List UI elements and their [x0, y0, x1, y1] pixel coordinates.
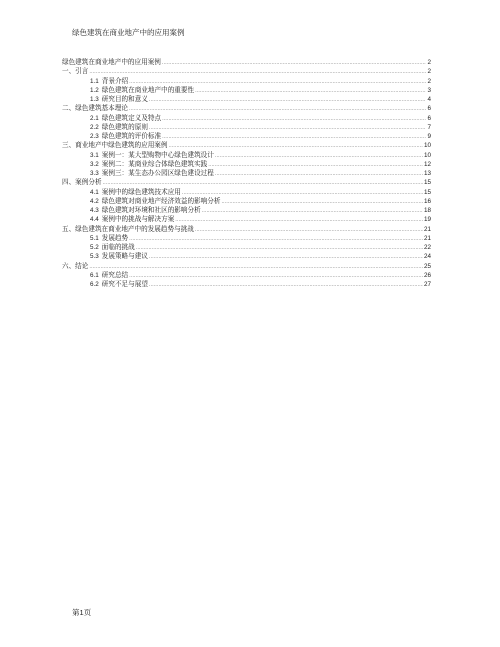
- toc-entry-number: 3.1: [90, 151, 99, 159]
- toc-entry-label: [90, 280, 148, 289]
- toc-entry-title: 三、商业地产中绿色建筑的应用案例: [62, 141, 168, 150]
- toc-entry-title: 绿色建筑对环境和社区的影响分析: [101, 206, 201, 214]
- toc-dot-leader: [208, 161, 423, 170]
- toc-entry-number: 2.3: [90, 133, 99, 140]
- table-of-contents: [62, 58, 431, 289]
- toc-dot-leader: [129, 235, 423, 244]
- toc-entry[interactable]: [62, 95, 431, 104]
- toc-entry-number: 4.2: [90, 197, 99, 205]
- toc-dot-leader: [136, 244, 423, 253]
- toc-entry[interactable]: [62, 114, 431, 123]
- toc-entry-title: 研究目的和意义: [101, 95, 148, 103]
- toc-entry-number: 4.1: [90, 188, 99, 196]
- toc-entry-page: 10: [423, 151, 431, 159]
- toc-entry[interactable]: [62, 262, 431, 271]
- toc-entry-number: 1.2: [90, 86, 99, 94]
- toc-entry-label: [90, 215, 174, 224]
- toc-entry-title: 绿色建筑在商业地产中的重要性: [101, 85, 195, 94]
- toc-dot-leader: [215, 170, 423, 179]
- toc-entry-label: [90, 169, 214, 178]
- toc-dot-leader: [129, 272, 423, 281]
- toc-entry-page: 12: [423, 160, 431, 168]
- toc-dot-leader: [162, 115, 426, 124]
- toc-entry[interactable]: [62, 58, 431, 67]
- toc-entry-page: 7: [427, 123, 431, 131]
- toc-entry-label: [62, 141, 168, 150]
- toc-entry-title: 绿色建筑的原则: [101, 122, 148, 131]
- toc-entry[interactable]: [62, 67, 431, 76]
- toc-entry-title: 四、案例分析: [62, 178, 102, 187]
- toc-entry-label: [90, 188, 181, 197]
- toc-entry[interactable]: [62, 132, 431, 141]
- toc-entry-page: 15: [423, 179, 431, 187]
- toc-entry-page: 22: [423, 244, 431, 251]
- toc-entry-number: 2.1: [90, 114, 99, 122]
- toc-dot-leader: [149, 281, 423, 290]
- toc-entry[interactable]: [62, 178, 431, 187]
- toc-entry-title: 案例一：某大型购物中心绿色建筑设计: [101, 150, 214, 159]
- toc-entry-page: 10: [423, 142, 431, 150]
- toc-dot-leader: [149, 124, 427, 133]
- toc-entry[interactable]: [62, 151, 431, 160]
- toc-entry[interactable]: [62, 141, 431, 150]
- toc-entry-page: 25: [423, 262, 431, 270]
- toc-entry-title: 面临的挑战: [101, 243, 135, 251]
- toc-entry-page: 4: [427, 96, 431, 103]
- toc-entry-title: 六、结论: [62, 261, 89, 270]
- toc-entry-title: 绿色建筑的评价标准: [101, 132, 162, 140]
- toc-entry-title: 绿色建筑定义及特点: [101, 113, 162, 122]
- toc-entry[interactable]: [62, 280, 431, 289]
- toc-entry-title: 案例中的绿色建筑技术应用: [101, 187, 181, 196]
- toc-entry[interactable]: [62, 206, 431, 215]
- toc-entry-page: 21: [423, 225, 431, 233]
- toc-dot-leader: [175, 216, 423, 225]
- toc-entry-title: 发展策略与建议: [101, 252, 148, 261]
- header-title: 绿色建筑在商业地产中的应用案例: [72, 28, 185, 37]
- toc-entry-title: 研究不足与展望: [101, 280, 148, 288]
- toc-entry-number: 6.2: [90, 281, 99, 288]
- toc-dot-leader: [195, 87, 426, 96]
- toc-entry-page: 2: [427, 77, 431, 85]
- toc-entry-title: 绿色建筑在商业地产中的应用案例: [62, 58, 161, 66]
- toc-entry-page: 18: [423, 207, 431, 214]
- toc-entry-title: 一、引言: [62, 67, 89, 76]
- toc-dot-leader: [89, 263, 423, 272]
- toc-dot-leader: [89, 68, 426, 77]
- toc-entry-page: 6: [427, 114, 431, 122]
- toc-entry-label: [90, 86, 194, 95]
- toc-entry-page: 2: [427, 59, 431, 66]
- toc-entry-label: [90, 206, 201, 215]
- toc-entry-label: [90, 197, 220, 206]
- toc-entry[interactable]: [62, 252, 431, 261]
- toc-entry-label: [90, 252, 148, 261]
- toc-entry-number: 3.3: [90, 170, 99, 177]
- toc-entry-number: 1.1: [90, 77, 99, 85]
- toc-entry-label: [62, 104, 128, 113]
- toc-entry-page: 6: [427, 105, 431, 113]
- toc-entry-label: [90, 243, 135, 252]
- toc-entry-number: 6.1: [90, 271, 99, 279]
- toc-entry-label: [62, 262, 88, 271]
- toc-entry-label: [90, 114, 161, 123]
- toc-entry-title: 五、绿色建筑在商业地产中的发展趋势与挑战: [62, 224, 194, 233]
- page-header: [72, 28, 185, 38]
- toc-entry[interactable]: [62, 271, 431, 280]
- toc-dot-leader: [162, 59, 427, 68]
- toc-entry[interactable]: [62, 197, 431, 206]
- toc-entry-title: 案例二：某商业综合体绿色建筑实践: [101, 159, 208, 168]
- toc-entry-page: 13: [423, 170, 431, 177]
- toc-entry[interactable]: [62, 123, 431, 132]
- toc-entry[interactable]: [62, 215, 431, 224]
- toc-entry-label: [90, 95, 148, 104]
- toc-entry-title: 背景介绍: [101, 76, 129, 85]
- toc-entry-number: 3.2: [90, 160, 99, 168]
- toc-entry[interactable]: [62, 234, 431, 243]
- toc-dot-leader: [202, 207, 423, 216]
- page-footer: [72, 608, 91, 618]
- toc-dot-leader: [149, 96, 427, 105]
- toc-entry-page: 26: [423, 271, 431, 279]
- toc-dot-leader: [149, 253, 423, 262]
- toc-dot-leader: [162, 133, 426, 142]
- toc-dot-leader: [129, 105, 427, 114]
- toc-entry[interactable]: [62, 225, 431, 234]
- toc-entry-label: [62, 67, 88, 76]
- toc-entry-label: [62, 225, 194, 234]
- toc-entry-label: [62, 58, 161, 67]
- toc-entry-number: 4.4: [90, 216, 99, 224]
- toc-entry-page: 19: [423, 216, 431, 224]
- toc-entry-number: 1.3: [90, 96, 99, 103]
- toc-entry-page: 2: [427, 68, 431, 76]
- toc-entry-title: 绿色建筑对商业地产经济效益的影响分析: [101, 196, 221, 205]
- toc-dot-leader: [221, 198, 423, 207]
- toc-entry-title: 二、绿色建筑基本理论: [62, 104, 128, 113]
- toc-entry[interactable]: [62, 243, 431, 252]
- toc-entry-page: 24: [423, 253, 431, 261]
- toc-entry-title: 案例中的挑战与解决方案: [101, 215, 175, 224]
- toc-entry-number: 2.2: [90, 123, 99, 131]
- footer-prefix: 第: [72, 608, 80, 617]
- toc-entry-page: 3: [427, 86, 431, 94]
- toc-entry[interactable]: [62, 86, 431, 95]
- toc-entry[interactable]: [62, 160, 431, 169]
- toc-entry[interactable]: [62, 188, 431, 197]
- footer-page-number: 1: [79, 608, 84, 617]
- toc-entry[interactable]: [62, 169, 431, 178]
- toc-entry-page: 27: [423, 281, 431, 288]
- toc-entry-number: 5.1: [90, 234, 99, 242]
- toc-entry-label: [90, 234, 128, 243]
- toc-dot-leader: [215, 152, 423, 161]
- toc-entry-label: [90, 123, 148, 132]
- toc-entry-label: [90, 132, 161, 141]
- toc-entry-page: 9: [427, 133, 431, 140]
- toc-entry-label: [90, 151, 214, 160]
- toc-entry-number: 5.2: [90, 244, 99, 251]
- toc-entry-number: 5.3: [90, 253, 99, 261]
- toc-entry-title: 发展趋势: [101, 233, 129, 242]
- footer-suffix: 页: [83, 608, 92, 617]
- toc-entry-label: [90, 160, 207, 169]
- toc-entry-title: 案例三：某生态办公园区绿色建设过程: [101, 169, 214, 177]
- toc-entry-title: 研究总结: [101, 270, 129, 279]
- toc-dot-leader: [195, 226, 423, 235]
- toc-entry-page: 15: [423, 188, 431, 196]
- toc-entry-label: [62, 178, 102, 187]
- toc-entry-label: [90, 77, 128, 86]
- toc-entry-label: [90, 271, 128, 280]
- toc-entry[interactable]: [62, 104, 431, 113]
- toc-entry[interactable]: [62, 77, 431, 86]
- toc-entry-number: 4.3: [90, 207, 99, 214]
- toc-entry-page: 21: [423, 234, 431, 242]
- toc-entry-page: 16: [423, 197, 431, 205]
